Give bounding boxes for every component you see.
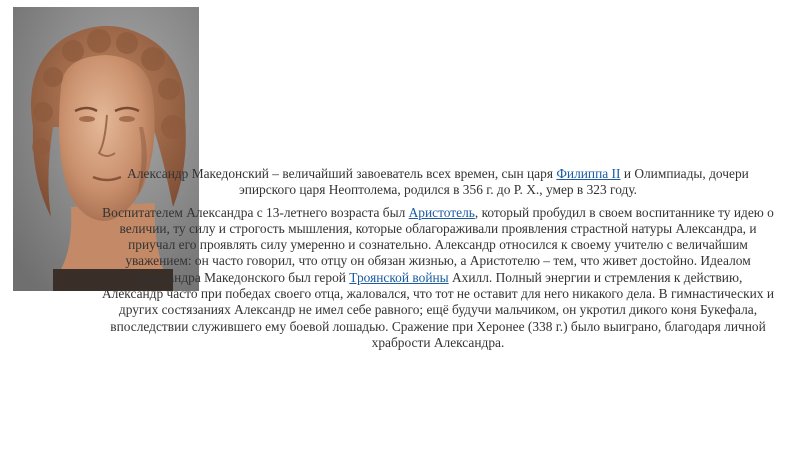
paragraph-1: [102, 166, 774, 199]
wiki-link[interactable]: Филиппа II: [556, 166, 621, 181]
text-segment: , который пробудил в своем воспитаннике ту идею о величии, ту силу и строгость мышления, которые облагораживали проявления страстной натуры Александра, и приучал его проявлять силу умеренно и сознательно. Александр относился к своему учителю с величайшим уважением: он часто говорил, что отцу он обязан жизнью, а Аристотелю – тем, что живет достойно. Идеалом Александра Македонского был герой: [119, 204, 774, 285]
text-segment: Александр Македонский – величайший завоеватель всех времен, сын царя: [127, 166, 557, 181]
paragraph-2: [102, 205, 774, 352]
biography-text: [102, 166, 774, 351]
wiki-link[interactable]: Троянской войны: [349, 269, 449, 285]
text-segment: Воспитателем Александра с 13-летнего возраста был: [102, 204, 409, 220]
wiki-link[interactable]: Аристотель: [408, 204, 475, 220]
text-segment: и Олимпиады, дочери эпирского царя Неоптолема, родился в 356 г. до Р. Х., умер в 323 году.: [238, 166, 749, 198]
text-segment: Ахилл. Полный энергии и стремления к действию, Александр часто при победах своего отца, жаловался, что тот не оставит для него никакого дела. В гимнастических и других состязаниях Александр не имел себе равного; ещё будучи мальчиком, он укротил дикого коня Букефала, впоследствии служившего ему боевой лошадью. Сражение при Херонее (338 г.) было выиграно, благодаря личной храбрости Александра.: [102, 269, 774, 350]
